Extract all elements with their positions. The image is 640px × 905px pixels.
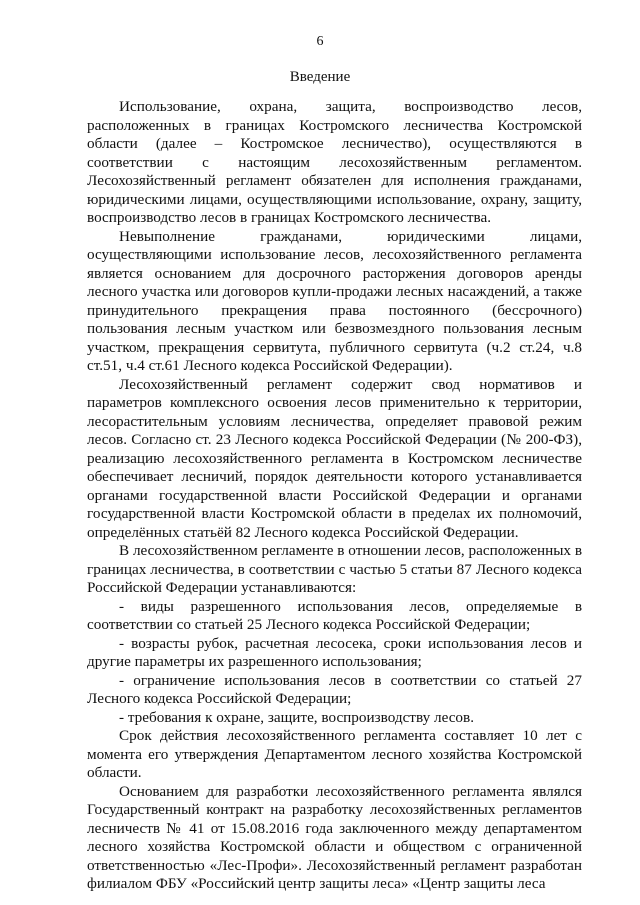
paragraph-established-items: В лесохозяйственном регламенте в отношении лесов, расположенных в границах лесничества, в соответствии с частью 5 статьи 87 Лесного кодекса Российской Федерации устанавливаются: [87, 542, 582, 596]
paragraph-regulation-content: Лесохозяйственный регламент содержит свод нормативов и параметров комплексного освоения лесов применительно к территории, лесорастительным условиям лесничества, определяет правовой режим лесов. Согласно ст. 23 Лесного кодекса Российской Федерации (№ 200-ФЗ), реализацию лесохозяйственного регламента в Костромском лесничестве обеспечивает лесничий, порядок деятельности которого устанавливается органами государственной власти Российской Федерации и органами государственной власти Костромской области в пределах их полномочий, определённых статьёй 82 Лесного кодекса Российской Федерации. [87, 375, 582, 541]
list-item: - требования к охране, защите, воспроизводству лесов. [119, 708, 474, 726]
paragraph-validity-term: Срок действия лесохозяйственного регламента составляет 10 лет с момента его утверждения Департаментом лесного хозяйства Костромской области. [87, 727, 582, 781]
paragraph-usage: Использование, охрана, защита, воспроизводство лесов, расположенных в границах Костромского лесничества Костромской области (далее – Костромское лесничество), осуществляются в соответствии с настоящим лесохозяйственным регламентом. Лесохозяйственный регламент обязателен для исполнения гражданами, юридическими лицами, осуществляющими использование, охрану, защиту, воспроизводство лесов в границах Костромского лесничества. [87, 98, 582, 226]
paragraph-violation: Невыполнение гражданами, юридическими лицами, осуществляющими использование лесов, лесохозяйственного регламента является основанием для досрочного расторжения договоров аренды лесного участка или договоров купли-продажи лесных насаждений, а также принудительного прекращения права постоянного (бессрочного) пользования лесным участком или безвозмездного пользования лесным участком, прекращения сервитута, публичного сервитута (ч.2 ст.24, ч.8 ст.51, ч.4 ст.61 Лесного кодекса Российской Федерации). [87, 227, 582, 374]
list-item: - ограничение использования лесов в соответствии со статьей 27 Лесного кодекса Российской Федерации; [87, 671, 582, 707]
page-number: 6 [316, 34, 324, 49]
body-text [87, 98, 582, 894]
list-item: - виды разрешенного использования лесов, определяемые в соответствии со статьей 25 Лесного кодекса Российской Федерации; [87, 597, 582, 633]
list-item: - возрасты рубок, расчетная лесосека, сроки использования лесов и другие параметры их разрешенного использования; [87, 634, 582, 670]
section-heading: Введение [289, 69, 351, 85]
paragraph-basis: Основанием для разработки лесохозяйственного регламента являлся Государственный контракт на разработку лесохозяйственных регламентов лесничеств № 41 от 15.08.2016 года заключенного между департаментом лесного хозяйства Костромской области и обществом с ограниченной ответственностью «Лес-Профи». Лесохозяйственный регламент разработан филиалом ФБУ «Российский центр защиты леса» «Центр защиты леса [87, 782, 582, 892]
